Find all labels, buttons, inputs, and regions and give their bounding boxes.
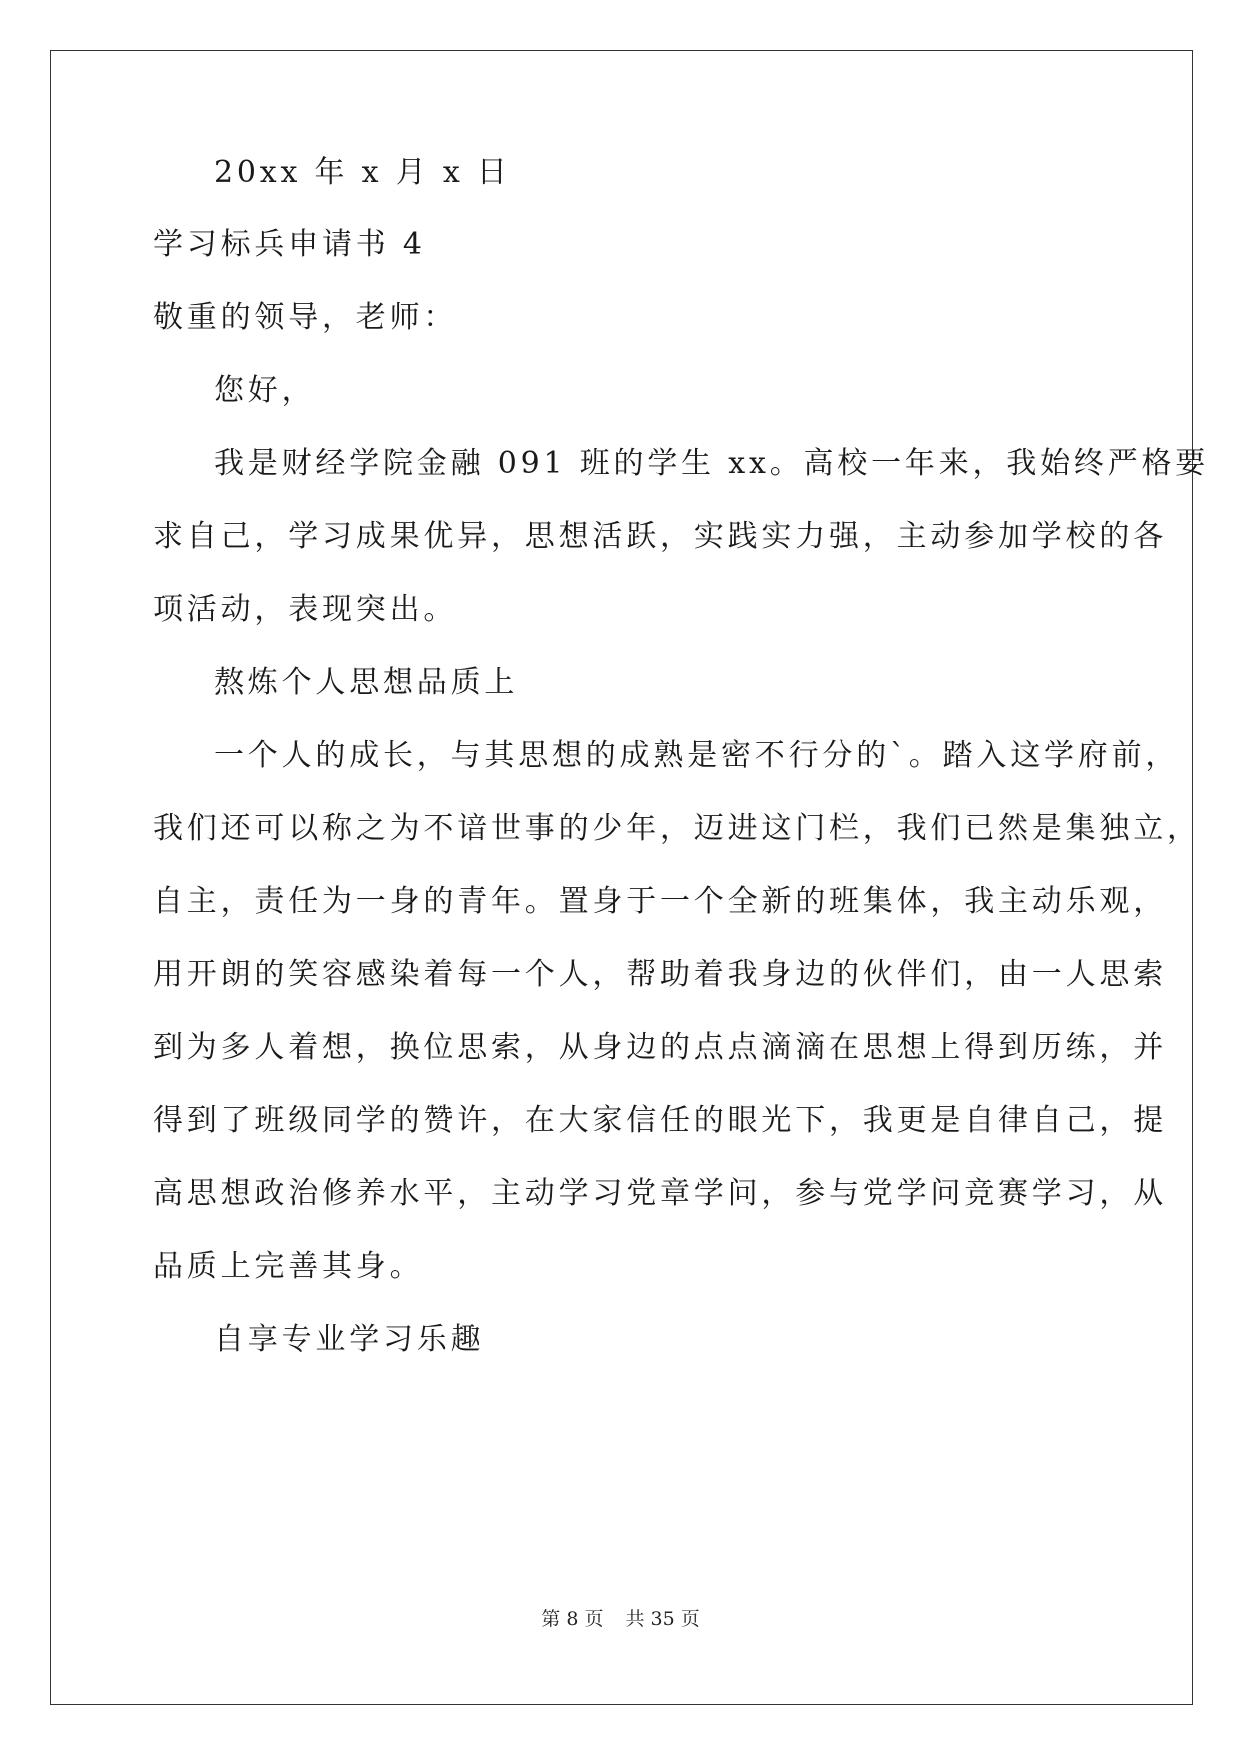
paragraph-2-line: 高思想政治修养水平，主动学习党章学问，参与党学问竞赛学习，从 [153,1176,1167,1211]
salutation: 敬重的领导，老师： [153,300,458,335]
paragraph-1-line: 项活动，表现突出。 [153,592,458,627]
paragraph-2-line: 我们还可以称之为不谙世事的少年，迈进这门栏，我们已然是集独立， [153,811,1201,846]
page-total: 共 35 页 [625,1608,700,1630]
date-line: 20xx 年 x 月 x 日 [214,155,511,190]
paragraph-2-line: 自主，责任为一身的青年。置身于一个全新的班集体，我主动乐观， [153,884,1167,919]
section-heading-1: 熬炼个人思想品质上 [214,665,519,700]
paragraph-2-line: 一个人的成长，与其思想的成熟是密不行分的`。踏入这学府前， [214,738,1180,773]
page-border [50,50,1193,1705]
page-number: 第 8 页 [541,1608,604,1630]
paragraph-2-line: 用开朗的笑容感染着每一个人，帮助着我身边的伙伴们，由一人思索 [153,957,1167,992]
section-heading-2: 自享专业学习乐趣 [214,1322,485,1357]
paragraph-2-line: 到为多人着想，换位思索，从身边的点点滴滴在思想上得到历练，并 [153,1030,1167,1065]
paragraph-2-line: 品质上完善其身。 [153,1249,424,1284]
document-title: 学习标兵申请书 4 [153,227,426,262]
page-footer [0,1607,1241,1631]
paragraph-1-line: 求自己，学习成果优异，思想活跃，实践实力强，主动参加学校的各 [153,519,1167,554]
paragraph-2-line: 得到了班级同学的赞许，在大家信任的眼光下，我更是自律自己，提 [153,1103,1167,1138]
paragraph-1-line: 我是财经学院金融 091 班的学生 xx。高校一年来，我始终严格要 [214,446,1210,481]
greeting: 您好， [214,373,316,408]
